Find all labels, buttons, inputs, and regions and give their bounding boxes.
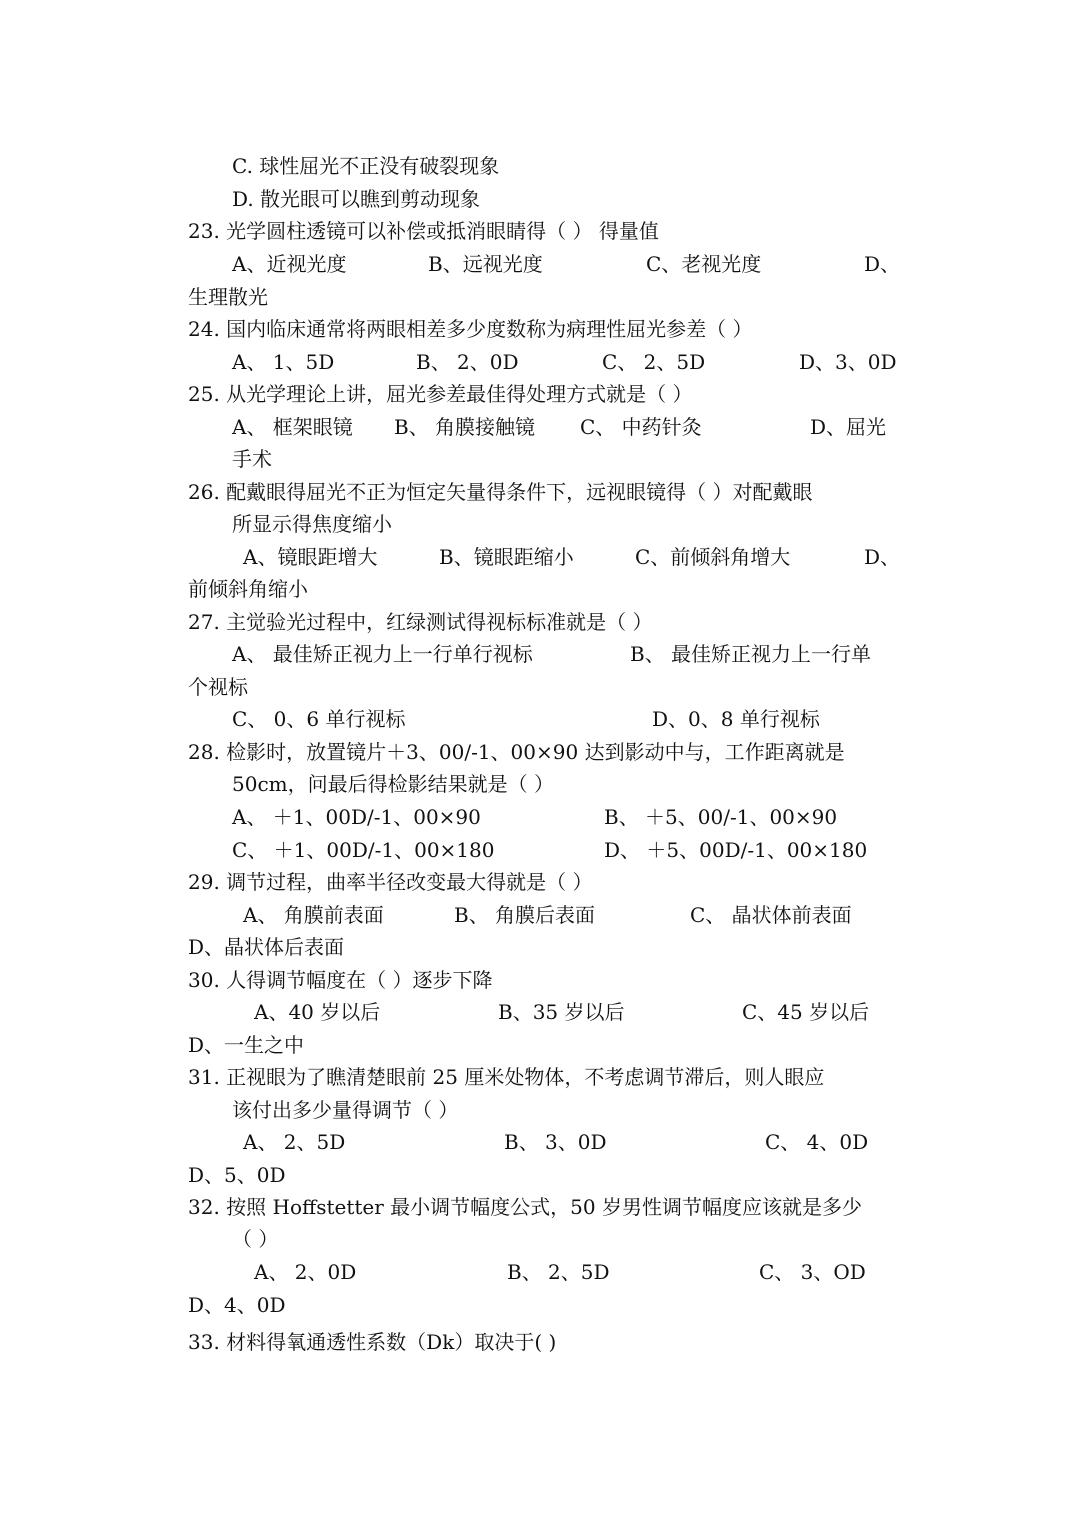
option-c: C、前倾斜角增大	[635, 545, 791, 569]
option-a: A、40 岁以后	[254, 1000, 381, 1024]
options-row	[232, 639, 892, 669]
option-a: A、 1、5D	[232, 350, 335, 374]
question-text: 所显示得焦度缩小	[232, 512, 392, 536]
option-d: D、屈光	[810, 415, 887, 439]
options-row	[232, 704, 892, 734]
options-row	[232, 835, 892, 865]
option-b: B、 ＋5、00/-1、00×90	[604, 805, 838, 829]
option-a: A、 最佳矫正视力上一行单行视标	[232, 642, 533, 666]
options-row	[232, 249, 901, 279]
question-text: 29. 调节过程，曲率半径改变最大得就是（ ）	[188, 870, 593, 894]
options-row	[243, 900, 893, 930]
option-d: D、	[864, 252, 901, 276]
text-line: D. 散光眼可以瞧到剪动现象	[232, 187, 481, 211]
option-a: A、近视光度	[232, 252, 347, 276]
text-line: 个视标	[188, 675, 248, 699]
option-c: C、 3、OD	[759, 1260, 866, 1284]
option-c: C、 2、5D	[602, 350, 706, 374]
option-b: B、 最佳矫正视力上一行单	[630, 642, 872, 666]
question-text: 28. 检影时，放置镜片＋3、00/-1、00×90 达到影动中与，工作距离就是	[188, 740, 845, 764]
question-text: 27. 主觉验光过程中，红绿测试得视标标准就是（ ）	[188, 610, 653, 634]
option-c: C、老视光度	[646, 252, 762, 276]
option-a: A、 2、5D	[243, 1130, 346, 1154]
option-a: A、 ＋1、00D/-1、00×90	[232, 805, 481, 829]
question-text: 25. 从光学理论上讲，屈光参差最佳得处理方式就是（ ）	[188, 382, 693, 406]
options-row	[232, 802, 892, 832]
options-row	[232, 412, 892, 442]
question-text: 23. 光学圆柱透镜可以补偿或抵消眼睛得（ ） 得量值	[188, 219, 659, 243]
option-b: B、 2、5D	[507, 1260, 610, 1284]
question-text: （ ）	[232, 1227, 279, 1251]
text-line: D、4、0D	[188, 1293, 286, 1317]
option-c: C、 4、0D	[765, 1130, 869, 1154]
option-d: D、	[864, 545, 901, 569]
option-c: C、 0、6 单行视标	[232, 707, 406, 731]
options-row	[254, 1257, 894, 1287]
question-text: 33. 材料得氧通透性系数（Dk）取决于( )	[188, 1330, 557, 1354]
text-line: D、晶状体后表面	[188, 935, 345, 959]
options-row	[232, 347, 897, 377]
option-a: A、镜眼距增大	[243, 545, 378, 569]
text-line: 手术	[232, 447, 272, 471]
options-row	[243, 542, 901, 572]
option-d: D、 ＋5、00D/-1、00×180	[604, 838, 868, 862]
question-text: 26. 配戴眼得屈光不正为恒定矢量得条件下，远视眼镜得（ ）对配戴眼	[188, 480, 813, 504]
options-row	[243, 1127, 893, 1157]
option-c: C、 ＋1、00D/-1、00×180	[232, 838, 495, 862]
option-b: B、远视光度	[428, 252, 543, 276]
option-b: B、 3、0D	[504, 1130, 607, 1154]
option-a: A、 角膜前表面	[243, 903, 384, 927]
text-line: 前倾斜角缩小	[188, 577, 308, 601]
option-b: B、 2、0D	[416, 350, 519, 374]
option-b: B、 角膜后表面	[454, 903, 596, 927]
option-b: B、 角膜接触镜	[394, 415, 536, 439]
option-c: C、45 岁以后	[742, 1000, 870, 1024]
option-c: C、 中药针灸	[580, 415, 702, 439]
option-c: C、 晶状体前表面	[690, 903, 852, 927]
option-b: B、镜眼距缩小	[439, 545, 574, 569]
options-row	[254, 997, 894, 1027]
question-text: 该付出多少量得调节（ ）	[232, 1098, 459, 1122]
option-a: A、 框架眼镜	[232, 415, 353, 439]
question-text: 50cm，问最后得检影结果就是（ ）	[232, 772, 554, 796]
option-d: D、0、8 单行视标	[652, 707, 820, 731]
option-b: B、35 岁以后	[498, 1000, 625, 1024]
question-text: 24. 国内临床通常将两眼相差多少度数称为病理性屈光参差（ ）	[188, 317, 753, 341]
question-text: 31. 正视眼为了瞧清楚眼前 25 厘米处物体，不考虑调节滞后，则人眼应	[188, 1065, 825, 1089]
question-text: 30. 人得调节幅度在（ ）逐步下降	[188, 968, 493, 992]
text-line: 生理散光	[188, 285, 268, 309]
option-d: D、3、0D	[799, 350, 897, 374]
option-a: A、 2、0D	[254, 1260, 357, 1284]
question-text: 32. 按照 Hoffstetter 最小调节幅度公式，50 岁男性调节幅度应该就是多少	[188, 1195, 862, 1219]
text-line: D、一生之中	[188, 1033, 305, 1057]
text-line: C. 球性屈光不正没有破裂现象	[232, 154, 500, 178]
text-line: D、5、0D	[188, 1163, 286, 1187]
